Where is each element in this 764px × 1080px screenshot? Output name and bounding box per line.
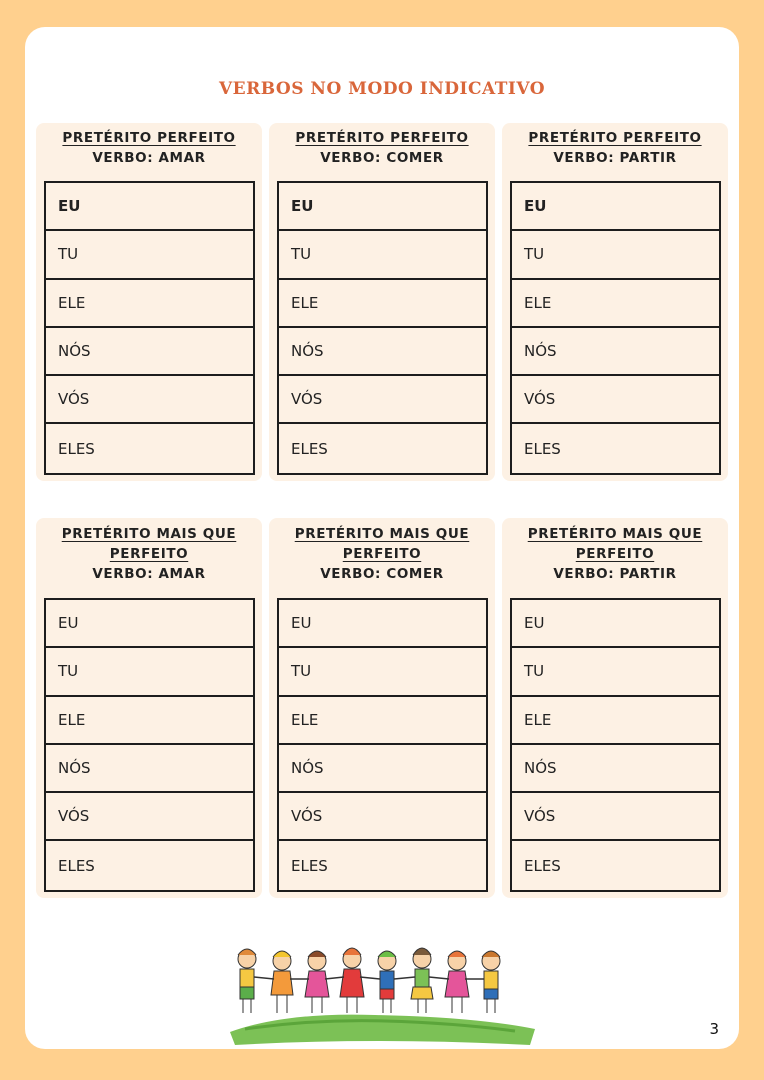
panel-mais-que-perfeito-comer [269, 518, 495, 898]
row-eles[interactable]: ELES [291, 439, 328, 458]
panel-tense: PRETÉRITO PERFEITO [62, 130, 236, 146]
row-ele[interactable]: ELE [46, 280, 253, 328]
panel-tense-line1: PRETÉRITO MAIS QUE [527, 526, 703, 542]
row-eu[interactable]: EU [46, 600, 253, 648]
panel-tense-line2: PERFEITO [109, 546, 189, 562]
panel-verb: VERBO: PARTIR [553, 150, 677, 166]
panel-tense-line2: PERFEITO [342, 546, 422, 562]
panel-verb: VERBO: COMER [320, 150, 444, 166]
panel-tense: PRETÉRITO PERFEITO [295, 130, 469, 146]
row-vos[interactable]: VÓS [512, 376, 719, 424]
conjugation-table [44, 181, 255, 475]
panel-tense-line2: PERFEITO [575, 546, 655, 562]
row-tu[interactable]: TU [46, 648, 253, 696]
panel-perfeito-comer [269, 123, 495, 481]
row-ele[interactable]: ELE [279, 697, 486, 745]
row-nos[interactable]: NÓS [46, 745, 253, 793]
panel-verb: VERBO: AMAR [92, 150, 206, 166]
conjugation-table [44, 598, 255, 892]
row-ele[interactable]: ELE [279, 280, 486, 328]
conjugation-table [510, 181, 721, 475]
panel-perfeito-partir [502, 123, 728, 481]
panel-verb: VERBO: PARTIR [553, 566, 677, 582]
row-tu[interactable]: TU [512, 231, 719, 279]
row-tu[interactable]: TU [279, 648, 486, 696]
panel-verb: VERBO: COMER [320, 566, 444, 582]
panel-tense-line1: PRETÉRITO MAIS QUE [61, 526, 237, 542]
panel-perfeito-amar [36, 123, 262, 481]
row-nos[interactable]: NÓS [512, 328, 719, 376]
panel-mais-que-perfeito-partir [502, 518, 728, 898]
page-number: 3 [709, 1020, 719, 1038]
row-eu[interactable]: EU [512, 183, 719, 231]
row-tu[interactable]: TU [279, 231, 486, 279]
row-nos[interactable]: NÓS [279, 328, 486, 376]
row-eles[interactable]: ELES [524, 439, 561, 458]
row-eles[interactable]: ELES [58, 439, 95, 458]
children-holding-hands-illustration [225, 937, 535, 1047]
worksheet-page [25, 27, 739, 1049]
conjugation-table [277, 598, 488, 892]
conjugation-table [510, 598, 721, 892]
conjugation-table [277, 181, 488, 475]
row-ele[interactable]: ELE [512, 280, 719, 328]
panel-tense-line1: PRETÉRITO MAIS QUE [294, 526, 470, 542]
row-eles[interactable]: ELES [524, 856, 561, 875]
row-ele[interactable]: ELE [46, 697, 253, 745]
row-tu[interactable]: TU [46, 231, 253, 279]
row-eles[interactable]: ELES [58, 856, 95, 875]
row-eu[interactable]: EU [279, 600, 486, 648]
row-eu[interactable]: EU [46, 183, 253, 231]
panel-mais-que-perfeito-amar [36, 518, 262, 898]
row-nos[interactable]: NÓS [279, 745, 486, 793]
row-vos[interactable]: VÓS [46, 376, 253, 424]
row-ele[interactable]: ELE [512, 697, 719, 745]
row-vos[interactable]: VÓS [279, 376, 486, 424]
row-nos[interactable]: NÓS [46, 328, 253, 376]
row-tu[interactable]: TU [512, 648, 719, 696]
row-nos[interactable]: NÓS [512, 745, 719, 793]
row-eu[interactable]: EU [279, 183, 486, 231]
row-vos[interactable]: VÓS [512, 793, 719, 841]
row-vos[interactable]: VÓS [279, 793, 486, 841]
row-eles[interactable]: ELES [291, 856, 328, 875]
row-vos[interactable]: VÓS [46, 793, 253, 841]
panel-tense: PRETÉRITO PERFEITO [528, 130, 702, 146]
panel-verb: VERBO: AMAR [92, 566, 206, 582]
page-title: VERBOS NO MODO INDICATIVO [218, 79, 546, 99]
row-eu[interactable]: EU [512, 600, 719, 648]
